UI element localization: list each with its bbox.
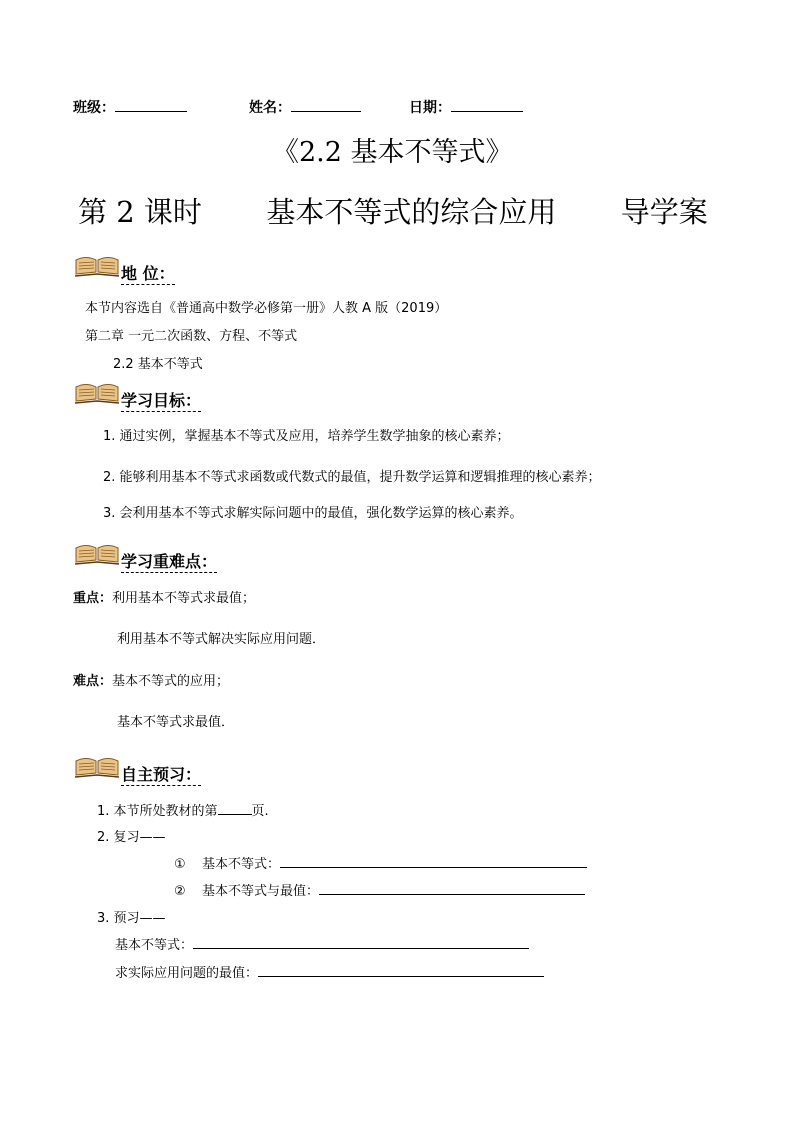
review-1-mark: ① — [174, 857, 186, 872]
review-2-mark: ② — [174, 884, 186, 899]
review-line-1 — [174, 853, 587, 872]
goal-item-2: 2. 能够利用基本不等式求函数或代数式的最值，提升数学运算和逻辑推理的核心素养； — [103, 470, 601, 485]
class-label: 班级： — [73, 100, 115, 116]
preview-item-1-prefix: 1. 本节所处教材的第 — [97, 804, 218, 819]
name-field — [249, 97, 361, 117]
class-field — [73, 97, 187, 117]
subtitle-lesson: 第 2 课时 — [78, 195, 202, 229]
preview-line-2 — [115, 962, 544, 981]
preview-item-1 — [97, 800, 269, 819]
review-line-2 — [174, 880, 585, 899]
preview-line-1 — [115, 934, 529, 953]
focus-item-1: 利用基本不等式求最值； — [112, 591, 256, 606]
review-1-label: 基本不等式： — [201, 857, 280, 872]
difficulty-line-1 — [73, 670, 229, 689]
name-blank[interactable] — [291, 97, 361, 112]
page-number-blank[interactable] — [218, 801, 252, 815]
main-title: 《2.2 基本不等式》 — [272, 137, 513, 168]
position-line-2: 第二章 一元二次函数、方程、不等式 — [85, 329, 298, 344]
position-line-1: 本节内容选自《普通高中数学必修第一册》人教 A 版（2019） — [85, 301, 448, 316]
preview-1-label: 基本不等式： — [115, 938, 194, 953]
difficulty-label: 难点： — [73, 674, 113, 689]
review-2-blank[interactable] — [319, 881, 585, 895]
preview-item-2: 2. 复习—— — [97, 830, 166, 845]
section-goals-heading: 学习目标： — [121, 391, 202, 410]
focus-line-1 — [73, 587, 255, 606]
difficulty-item-2: 基本不等式求最值． — [117, 715, 235, 730]
open-book-icon — [74, 755, 120, 779]
focus-label: 重点： — [73, 591, 113, 606]
goal-item-1: 1. 通过实例，掌握基本不等式及应用，培养学生数学抽象的核心素养； — [103, 429, 510, 444]
subtitle — [78, 190, 708, 231]
date-label: 日期： — [409, 100, 451, 116]
preview-item-1-suffix: 页. — [251, 804, 269, 819]
difficulty-item-1: 基本不等式的应用； — [112, 674, 230, 689]
name-label: 姓名： — [249, 100, 291, 116]
class-blank[interactable] — [115, 97, 187, 112]
date-field — [409, 97, 523, 117]
review-2-label: 基本不等式与最值： — [201, 884, 319, 899]
preview-item-3: 3. 预习—— — [97, 911, 166, 926]
focus-item-2: 利用基本不等式解决实际应用问题． — [117, 632, 326, 647]
open-book-icon — [74, 254, 120, 278]
date-blank[interactable] — [451, 97, 523, 112]
open-book-icon — [74, 542, 120, 566]
goal-item-3: 3. 会利用基本不等式求解实际问题中的最值，强化数学运算的核心素养。 — [103, 506, 523, 521]
subtitle-type: 导学案 — [620, 195, 708, 229]
open-book-icon — [74, 381, 120, 405]
preview-1-blank[interactable] — [193, 935, 529, 949]
subtitle-topic: 基本不等式的综合应用 — [266, 195, 557, 229]
review-1-blank[interactable] — [280, 854, 587, 868]
section-preview-heading: 自主预习： — [121, 765, 202, 784]
preview-2-blank[interactable] — [258, 963, 544, 977]
preview-2-label: 求实际应用问题的最值： — [115, 966, 259, 981]
position-line-3: 2.2 基本不等式 — [113, 357, 203, 372]
section-position-heading: 地 位： — [121, 264, 175, 283]
section-keypoints-heading: 学习重难点： — [121, 552, 218, 571]
